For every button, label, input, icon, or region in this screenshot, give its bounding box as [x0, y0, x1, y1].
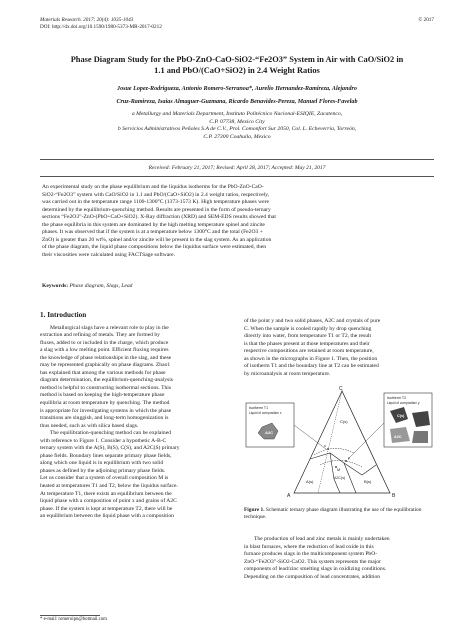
keywords-list: Phase diagram, Slags, Lead [69, 283, 133, 289]
title-line-1: Phase Diagram Study for the PbO-ZnO-CaO-SiO2-“Fe2O3” System in Air with CaO/SiO2 in [70, 55, 404, 64]
body-line: liquid phase with a composition of point x and grains of A2C [40, 498, 177, 505]
body-line: phases as defined by the adjoining primary phase fields. [40, 467, 166, 474]
body-line: equilibria at room temperature by quenching. The method [40, 400, 170, 407]
affiliation-b-2: C.P. 27300 Coahuila, Mexico [203, 133, 271, 140]
divider-top [40, 159, 434, 160]
divider-bottom [40, 176, 434, 177]
abstract-line: the phase equilibria in this system are dominated by the high melting temperature spinel and zincite [42, 221, 265, 228]
body-line: Let us consider that a system of overall composition M is [40, 475, 169, 482]
affiliation-a-1: a Metallurgy and Materials Department, Instituto Politécnico Nacional-ESIQIE, Zacatenco, [131, 111, 343, 117]
copyright: © 2017 [418, 17, 434, 23]
author-list [30, 83, 444, 108]
body-line: the knowledge of phase relationships in the slag, and these [40, 354, 172, 361]
inset-t2-liquid-label: Liquid of composition y [387, 401, 420, 405]
journal-citation: Materials Research. 2017; 20(4): 1035-1043 [40, 17, 134, 23]
abstract-line: An experimental study on the phase equilibrium and the liquidus isotherms for the PbO-ZnO-CaO- [42, 184, 264, 190]
body-line: is that the phases present at those temperatures and their [244, 340, 370, 347]
figure-1 [244, 383, 434, 503]
keywords [42, 283, 432, 289]
figure-1-caption-label: Figure 1. [244, 507, 265, 513]
vertex-b: B [392, 493, 396, 499]
title-line-2: 1.1 and PbO/(CaO+SiO2) in 2.4 Weight Ratios [154, 66, 320, 75]
point-y-label: y [348, 456, 350, 460]
point-x-label: x [324, 444, 326, 448]
body-line: as shown in the micrographs in Figure 1. Then, the position [244, 355, 378, 362]
ternary-diagram [244, 383, 434, 503]
figure-1-caption [244, 507, 434, 521]
affiliations [30, 111, 444, 141]
a2c-grain [412, 431, 428, 443]
body-line: extraction and refining of metals. They are formed by [40, 332, 160, 339]
body-line: with reference to Figure 1. Consider a hypothetic A-B-C [40, 437, 167, 444]
abstract [42, 184, 432, 259]
body-line: method is helpful to constructing isothermal sections. This [40, 384, 172, 391]
section-heading-introduction: 1. Introduction [40, 311, 87, 319]
body-line: of the point y and two solid phases, A2C and crystals of pure [244, 318, 381, 324]
body-line: Metallurgical slags have a relevant role to play in the [50, 324, 169, 331]
footnote-rule [40, 615, 100, 616]
journal-header [40, 17, 162, 30]
body-line: is appropriate for investigating systems in which the phase [40, 407, 172, 414]
inset-t1-label: Isotherm T1 [249, 406, 269, 410]
a2c-grain-label: A2C [265, 430, 274, 435]
footnote-email[interactable]: * e-mail: romeroipn@hotmail.com [40, 617, 107, 622]
body-line: by microanalysis at room temperature. [244, 370, 331, 377]
keywords-label: Keywords: [42, 283, 69, 289]
body-line: The production of lead and zinc metals is mainly undertaken [254, 536, 390, 542]
body-line: The equilibration-quenching method can be explained [50, 430, 172, 437]
body-line: an equilibrium between the liquid phase with a composition [40, 513, 174, 520]
body-line: At temperature T1, there exists an equilibrium between the [40, 490, 172, 497]
body-line: directly into water, from temperature T1 or T2, the result [244, 333, 372, 340]
body-line: transitions are sluggish, and long-term homogenization is [40, 415, 169, 422]
body-line: method is based on keeping the high-temperature phase [40, 392, 165, 399]
body-line: fluxes, added to or included in the charge, which produce [40, 339, 169, 346]
cs-label: C(s) [397, 414, 405, 418]
field-as: A(s) [306, 479, 314, 484]
right-column-bottom [244, 536, 434, 581]
body-line: a slag with a low melting point. Efficient fluxing requires [40, 347, 169, 354]
body-line: ternary system with the A(S), B(S), C(S), and A2C(S) primary [40, 445, 180, 452]
vertex-a: A [287, 493, 291, 499]
left-column [40, 312, 230, 521]
abstract-line: their viscosities were calculated using FACTSage software. [42, 251, 176, 258]
abstract-line: determined by the equilibrium-quenching method. Results are presented in the form of pseudo-ternary [42, 206, 271, 213]
body-line: Depending on the composition of lead concentrates, addition [244, 573, 381, 580]
body-line: C. When the sample is cooled rapidly by drop quenching [244, 325, 372, 332]
inset-t1-liquid-label: Liquid of composition x [249, 411, 282, 415]
affiliation-b-1: b Servicios Administrativos Peñoles S.A de C.V., Prol. Comonfort Sur 2050, Col. L. Echeverría, Torreón, [117, 126, 357, 133]
vertex-c: C [339, 386, 343, 392]
abstract-line: of the phase diagram, the liquid phase compositions below the liquidus surface were estimated, then [42, 244, 267, 251]
a2c-label: A2C [394, 435, 402, 439]
affiliation-a-2: C.P. 07738, Mexico City [209, 118, 265, 125]
point-y [345, 460, 347, 462]
body-line: furnace produces slags in the multicomponent system PbO- [244, 551, 378, 558]
body-line: phase fields. Boundary lines separate primary phase fields, [40, 452, 172, 459]
field-a2cs: A2C(s) [334, 476, 346, 480]
body-line: of isotherm T1 and the boundary line at T2 can be estimated [244, 363, 379, 370]
abstract-line: SiO2-“Fe2O3” system with CaO/SiO2 in 1.1 and PbO/(CaO+SiO2) in 2.4 weight ratios, respectively, [42, 191, 270, 198]
body-line: may be represented graphically on phase diagrams. Zhao1 [40, 362, 171, 369]
right-column-top [244, 318, 434, 378]
point-m-label: M [337, 468, 341, 472]
point-x [327, 448, 329, 450]
authors-line-2: Cruz-Ramireza, Isaias Almaguer-Guzmana, Ricardo Benavides-Pereza, Manuel Flores-Favelab [116, 98, 358, 105]
body-line: has explained that among the various methods for phase [40, 369, 166, 376]
body-line: phase. If the system is kept at temperature T2, there will be [40, 505, 173, 512]
submission-dates: Received: February 21, 2017; Revised: April 28, 2017; Accepted: May 21, 2017 [148, 165, 326, 171]
doi-link[interactable]: DOI: http://dx.doi.org/10.1590/1980-5373-MR-2017-0212 [40, 23, 162, 30]
authors-line-1: Josue Lopez-Rodrigueza, Antonio Romero-Serranoa*, Aurelio Hernandez-Ramireza, Alejandro [117, 86, 357, 92]
body-line: thus needed, such as with silica based slags. [40, 422, 139, 429]
body-line: along which one liquid is in equilibrium with two solid [40, 460, 164, 467]
field-bs: B(s) [364, 479, 372, 484]
abstract-line: sections “Fe2O3”-ZnO-(PbO+CaO+SiO2). X-Ray diffraction (XRD) and SEM-EDS results showed that [42, 214, 276, 221]
body-line: heated at temperatures T1 and T2, below the liquidus surface. [40, 483, 178, 490]
body-line: diagram determination, the equilibrium-quenching-analysis [40, 377, 173, 384]
field-cs: C(s) [340, 419, 348, 424]
abstract-line: phases. It was observed that if the system is at a temperature below 1300°C and the total (Fe2O3 + [42, 229, 263, 236]
body-line: in blast furnaces, where the reduction of lead oxide in this [244, 543, 374, 550]
abstract-line: was carried out in the temperature range 1100-1300°C (1373-1573 K). High temperature phases were [42, 199, 269, 206]
body-line: respective compositions are retained at room temperature, [244, 348, 374, 355]
paper-title [22, 54, 452, 76]
inset-t2-label: Isotherm T2 [387, 396, 407, 400]
body-line: components of lead/zinc smelting slags in oxidizing conditions. [244, 566, 387, 573]
abstract-line: ZnO) is greater than 20 wt%, spinel and/or zincite will be present in the slag system. As an application [42, 236, 272, 243]
body-line: ZnO-“Fe2O3”-SiO2-CaO2. This system represents the major [244, 558, 381, 565]
figure-1-caption-text: Schematic ternary phase diagram illustrating the use of the equilibration technique. [244, 507, 422, 520]
